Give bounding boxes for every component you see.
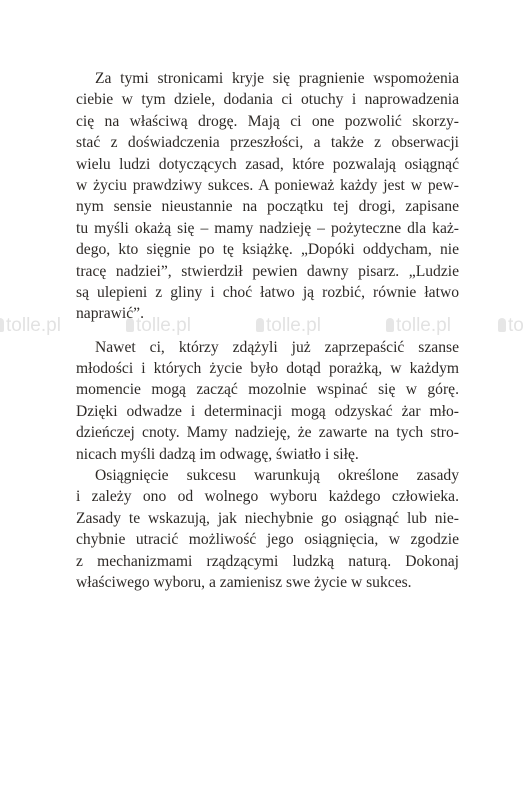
paragraph-3 xyxy=(76,465,459,593)
text-line: młodości i których życie było dotąd porażką, w każdym xyxy=(76,360,459,378)
text-line: stać z doświadczenia przeszłości, a także z obserwacji xyxy=(76,134,459,152)
body-text xyxy=(76,68,459,593)
text-line: w życiu prawdziwy sukces. A ponieważ każdy jest w pew- xyxy=(76,176,459,194)
watermark: tolle.pl xyxy=(386,315,451,337)
text-line: Zasady te wskazują, jak niechybnie go osiągnąć lub nie- xyxy=(76,509,459,527)
text-line: naprawić”. xyxy=(76,305,144,323)
watermark: tolle.pl xyxy=(0,315,61,337)
candle-icon xyxy=(0,318,4,332)
text-line: cię na właściwą drogę. Mają ci one pozwolić skorzy- xyxy=(76,112,459,130)
text-line: i zależy ono od wolnego wyboru każdego człowieka. xyxy=(76,488,459,506)
paragraph-1 xyxy=(76,68,459,325)
text-line: nym sensie nieustannie na początku tej drogi, zapisane xyxy=(76,198,459,216)
paragraph-2 xyxy=(76,337,459,465)
text-line: dego, kto sięgnie po tę książkę. „Dopóki oddycham, nie xyxy=(76,241,459,259)
text-line: tracę nadziei”, stwierdził pewien dawny pisarz. „Ludzie xyxy=(76,262,459,280)
watermark: tolle.pl xyxy=(126,315,191,337)
text-line: Dzięki odwadze i determinacji mogą odzyskać żar mło- xyxy=(76,402,459,420)
text-line: są ulepieni z gliny i choć łatwo ją rozbić, równie łatwo xyxy=(76,283,459,301)
text-line: dzieńczej cnoty. Mamy nadzieję, że zawarte na tych stro- xyxy=(76,424,459,442)
text-line: z mechanizmami rządzącymi ludzką naturą. Dokonaj xyxy=(76,552,459,570)
text-line: wielu ludzi dotyczących zasad, które pozwalają osiągnąć xyxy=(76,155,459,173)
text-line: ciebie w tym dziele, dodania ci otuchy i naprowadzenia xyxy=(76,91,459,109)
text-line: tu myśli okażą się – mamy nadzieję – pożyteczne dla każ- xyxy=(76,219,459,237)
text-line: nicach myśli dadzą im odwagę, światło i siłę. xyxy=(76,445,359,463)
watermark: to xyxy=(498,315,524,337)
text-line: Osiągnięcie sukcesu warunkują określone zasady xyxy=(95,467,459,485)
text-line: momencie mogą zacząć mozolnie wspinać się w górę. xyxy=(76,381,459,399)
text-line: Za tymi stronicami kryje się pragnienie wspomożenia xyxy=(95,70,459,87)
text-line: Nawet ci, którzy zdążyli już zaprzepaścić szanse xyxy=(95,338,459,356)
watermark: tolle.pl xyxy=(256,315,321,337)
candle-icon xyxy=(498,318,506,332)
text-line: chybnie utracić możliwość jego osiągnięcia, w zgodzie xyxy=(76,531,459,549)
text-line: właściwego wyboru, a zamienisz swe życie w sukces. xyxy=(76,573,412,591)
